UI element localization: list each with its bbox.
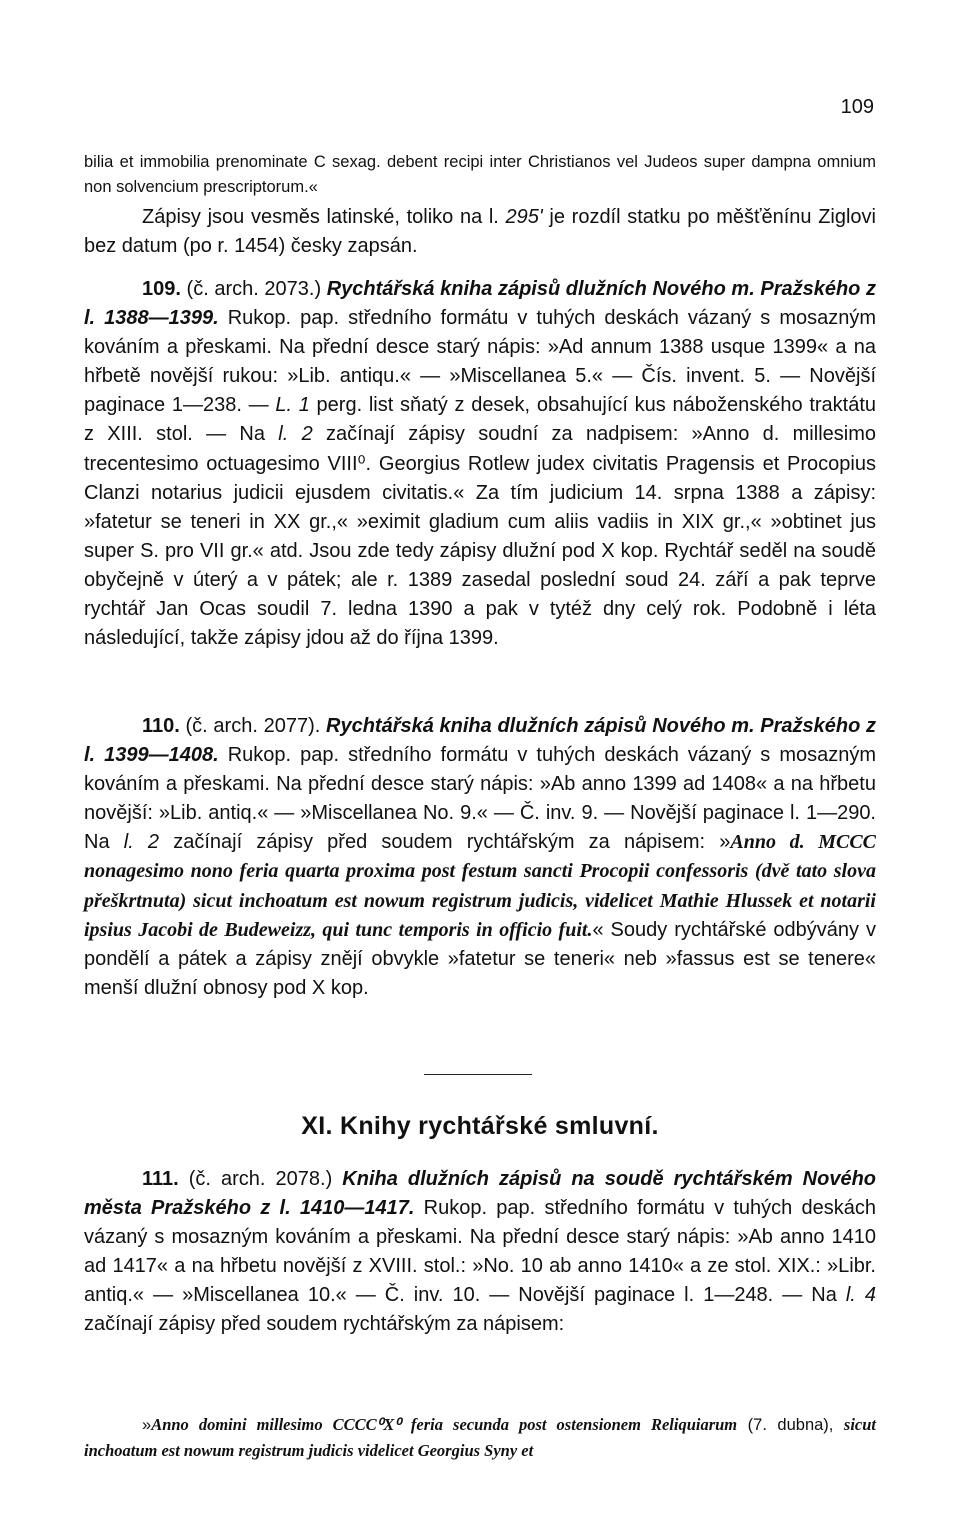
folio-ref: L. 1	[275, 394, 310, 417]
text: « Soudy rychtářské odbývány v pondělí a pátek a zápisy znějí obvykle »fatetur se teneri« neb »fassus est se tenere« menší dlužní obnosy pod X kop.	[84, 918, 876, 999]
latin-quote: sicut inchoatum est nowum registrum judicis videlicet Georgius Syny et	[84, 1415, 876, 1460]
continuation-paragraph: bilia et immobilia prenominate C sexag. debent recipi inter Christianos vel Judeos super dampna omnium non solvencium prescriptorum.«	[84, 153, 876, 196]
text: začínají zápisy soudní za nadpisem: »Anno d. millesimo trecentesimo octuagesimo VIII⁰. Georgius Rotlew judex civitatis Pragensis et Procopius Clanzi notarius judicii ejusdem civitatis.« Za tím judicium 14. srpna 1388 a zápisy: »fatetur se teneri in XX gr.,« »eximit gladium cum aliis vadiis in XIX gr.,« »obtinet jus super S. pro VII gr.« atd. Jsou zde tedy zápisy dlužní pod X kop. Rychtář seděl na soudě obyčejně v úterý a v pátek; ale r. 1389 zasedal poslední soud 24. září a pak teprve rychtář Jan Ocas soudil 7. ledna 1390 a pak v tytéž dny celý rok. Podobně i léta následující, takže zápisy jdou až do října 1399.	[84, 423, 876, 650]
text: (č. arch. 2073.)	[180, 278, 327, 300]
entry-number: 111.	[142, 1168, 179, 1190]
folio-ref: l. 4	[845, 1284, 876, 1307]
text: Rukop. pap. středního formátu v tuhých deskách vázaný s mosazným kováním a přeskami. Na přední desce starý nápis: »Ab anno 1410 ad 1417« a na hřbetu novější z XVIII. stol.: »No. 10 ab anno 1410« a ze stol. XIX.: »Libr. antiq.« — »Miscellanea 10.« — Č. inv. 10. — Novější paginace l. 1—248. — Na	[84, 1197, 876, 1307]
text: Rukop. pap. středního formátu v tuhých deskách vázaný s mosazným kováním a přeskami. Na přední desce starý nápis: »Ad annum 1388 usque 1399« a na hřbetě novější rukou: »Lib. antiqu.« — »Miscellanea 5.« — Čís. invent. 5. — Novější paginace 1—238. —	[84, 307, 877, 417]
paragraph-czech-notes	[84, 203, 876, 261]
folio-ref: l. 2	[123, 831, 160, 854]
text: »	[142, 1416, 152, 1434]
entry-109	[84, 275, 876, 653]
text: (č. arch. 2077).	[179, 715, 326, 737]
text: je rozdíl statku po měšťěnínu Ziglovi bez datum (po r. 1454) česky zapsán.	[84, 206, 876, 258]
entry-title: Kniha dlužních zápisů na soudě rychtářském Nového města Pražského z l. 1410—1417.	[84, 1168, 876, 1220]
folio-ref: 295'	[505, 206, 543, 228]
entry-number: 110.	[142, 715, 180, 737]
text: perg. list sňatý z desek, obsahující kus náboženského traktátu z XIII. stol. — Na	[84, 394, 877, 446]
section-heading: XI. Knihy rychtářské smluvní.	[301, 1112, 659, 1140]
entry-110	[84, 712, 876, 1003]
text: začínají zápisy před soudem rychtářským za nápisem:	[84, 1313, 565, 1336]
entry-title: Rychtářská kniha dlužních zápisů Nového m. Pražského z l. 1399—1408.	[84, 715, 876, 767]
entry-111	[84, 1165, 876, 1340]
entry-title: Rychtářská kniha zápisů dlužních Nového m. Pražského z l. 1388—1399.	[84, 278, 876, 330]
folio-ref: l. 2	[278, 423, 313, 446]
text: (7. dubna),	[737, 1416, 844, 1434]
latin-quote: Anno domini millesimo CCCC⁰X⁰ feria secunda post ostensionem Reliquiarum	[151, 1415, 738, 1434]
text: (č. arch. 2078.)	[178, 1168, 343, 1190]
text: Zápisy jsou vesměs latinské, toliko na l.	[142, 206, 506, 228]
quote-111	[84, 1412, 876, 1464]
text: Rukop. pap. středního formátu v tuhých deskách vázaný s mosazným kováním a přeskami. Na přední desce starý nápis: »Ab anno 1399 ad 1408« a na hřbetu novější: »Lib. antiq.« — »Miscellanea No. 9.« — Č. inv. 9. — Novější paginace l. 1—290. Na	[84, 744, 877, 854]
text: začínají zápisy před soudem rychtářským za nápisem: »	[159, 831, 731, 854]
latin-quote: Anno d. MCCC nonagesimo nono feria quarta proxima post festum sancti Procopii confessoris (dvě tato slova přeškrtnuta) sicut inchoatum est nowum registrum judicis, videlicet Mathie Hlussek et notarii ipsius Jacobi de Budeweizz, qui tunc temporis in officio fuit.	[84, 831, 877, 941]
page-number: 109	[840, 96, 874, 118]
section-divider	[424, 1074, 532, 1075]
entry-number: 109.	[142, 278, 181, 300]
